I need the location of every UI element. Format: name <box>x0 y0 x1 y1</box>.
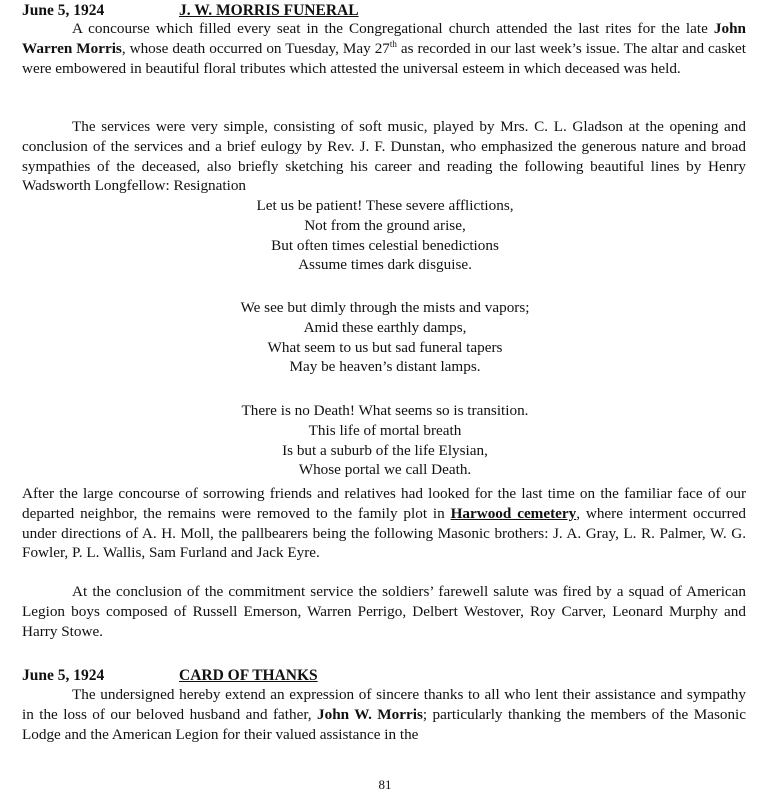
poem-stanza-1 <box>0 196 770 275</box>
paragraph-thanks: The undersigned hereby extend an expression of sincere thanks to all who lent their assistance and sympathy in the loss of our beloved husband and father, John W. Morris; particularly thanking the members of the Masonic Lodge and the American Legion for their valued assistance in the <box>22 686 747 743</box>
article-date: June 5, 1924 <box>22 2 105 19</box>
poem-stanza-2 <box>0 298 770 377</box>
deceased-name: John W. Morris <box>317 705 423 723</box>
paragraph-services: The services were very simple, consisting of soft music, played by Mrs. C. L. Gladson at the opening and conclusion of the services and a brief eulogy by Rev. J. F. Dunstan, who emphasized the generous nature and broad sympathies of the deceased, also briefly sketching his career and reading the following beautiful lines by Henry Wadsworth Longfellow: Resignation <box>22 118 746 195</box>
poem-line: Not from the ground arise, <box>304 216 466 234</box>
poem-line: May be heaven’s distant lamps. <box>289 358 481 376</box>
poem-line: Let us be patient! These severe afflictions, <box>256 197 514 214</box>
article-title: CARD OF THANKS <box>179 667 318 684</box>
poem-line: What seem to us but sad funeral tapers <box>267 338 503 356</box>
paragraph-salute: At the conclusion of the commitment service the soldiers’ farewell salute was fired by a squad of American Legion boys composed of Russell Emerson, Warren Perrigo, Delbert Westover, Roy Carver, Leonard Murphy and Harry Stowe. <box>22 583 746 640</box>
poem-line: There is no Death! What seems so is transition. <box>241 402 529 419</box>
deceased-name: John Warren Morris <box>22 20 746 57</box>
poem-line: But often times celestial benedictions <box>271 236 499 254</box>
poem-line: Amid these earthly damps, <box>303 318 467 336</box>
poem-line: We see but dimly through the mists and vapors; <box>240 299 530 316</box>
article-title: J. W. MORRIS FUNERAL <box>179 2 359 19</box>
poem-line: This life of mortal breath <box>308 421 462 439</box>
paragraph-interment: After the large concourse of sorrowing friends and relatives had looked for the last time on the familiar face of our departed neighbor, the remains were removed to the family plot in Harwood cemetery, where interment occurred under directions of A. H. Moll, the pallbearers being the following Masonic brothers: J. A. Gray, L. R. Palmer, W. G. Fowler, P. L. Wallis, Sam Furland and Jack Eyre. <box>22 485 747 562</box>
poem-line: Whose portal we call Death. <box>298 461 472 479</box>
poem-stanza-3 <box>0 401 770 480</box>
article-heading-funeral <box>22 2 359 20</box>
page-number: 81 <box>378 777 392 792</box>
poem-line: Is but a suburb of the life Elysian, <box>282 441 488 459</box>
article-date: June 5, 1924 <box>22 667 105 684</box>
cemetery-link: Harwood cemetery <box>450 504 577 522</box>
paragraph-concourse: A concourse which filled every seat in the Congregational church attended the last rites for the late John Warren Morris, whose death occurred on Tuesday, May 27th as recorded in our last week’s issue. The altar and casket were embowered in beautiful floral tributes which attested the universal esteem in which deceased was held. <box>22 20 746 77</box>
article-heading-thanks <box>22 667 318 685</box>
poem-line: Assume times dark disguise. <box>298 256 472 274</box>
